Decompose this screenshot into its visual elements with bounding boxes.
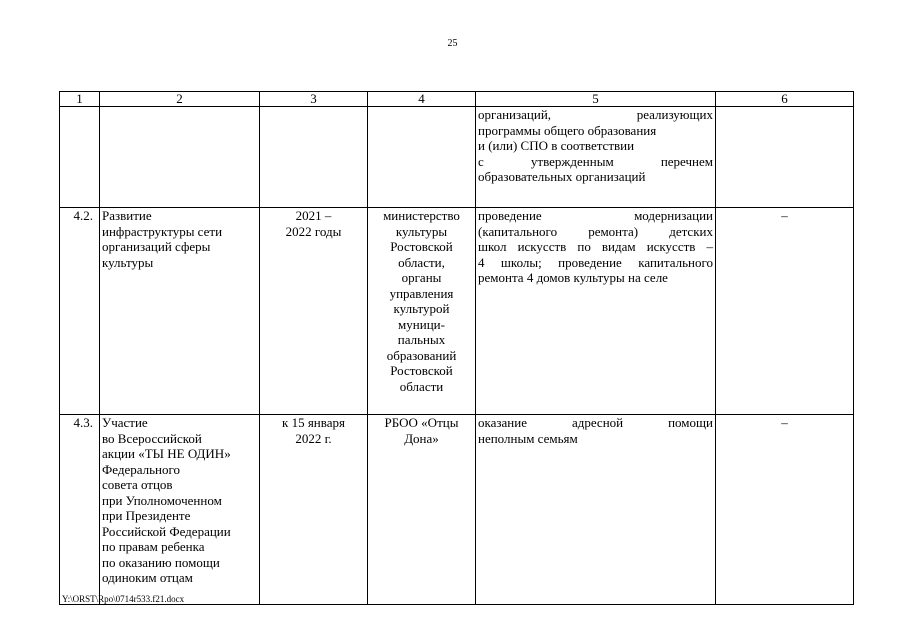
cell-word: школ [478,239,507,254]
cell-line: по оказанию помощи [102,554,220,570]
result-cell [476,107,716,208]
cell-word: проведение [558,254,622,270]
cell-line: совета отцов [102,477,173,492]
note-cell: – [716,208,854,415]
cell-line: во Всероссийской [102,430,202,446]
row-number [60,107,100,208]
cell-line: 2022 годы [285,223,342,239]
cell-line: культуры [395,223,448,239]
result-cell [476,415,716,605]
cell-word: по [577,239,591,254]
cell-line: образований [386,347,457,363]
cell-line: области, [398,254,445,270]
cell-line: к 15 января [282,415,345,430]
result-cell [476,208,716,415]
cell-line: 2022 г. [295,430,332,446]
cell-word: школы; [500,254,542,270]
cell-word: адресной [571,415,624,430]
cell-line [478,208,713,224]
cell-line: 2021 – [295,208,332,223]
cell-line [478,239,713,255]
cell-word: капитального [638,254,713,270]
table-row [60,208,854,415]
cell-word: с [478,153,484,169]
cell-word: перечнем [660,153,713,169]
measure-name-cell [100,415,260,605]
cell-line: Развитие [102,208,152,223]
cell-line: при Президенте [102,508,191,523]
note-cell [716,107,854,208]
cell-word: реализующих [636,107,713,122]
cell-line: органы [401,270,442,285]
cell-line: при Уполномоченном [102,492,222,508]
cell-line: министерство [383,208,460,223]
header-cell: 3 [260,92,368,107]
header-cell: 4 [368,92,476,107]
measure-name-cell [100,208,260,415]
cell-line: ремонта 4 домов культуры на селе [478,270,668,285]
cell-line: Федерального [102,461,181,477]
cell-line: области [399,378,444,394]
header-cell: 2 [100,92,260,107]
cell-line: Ростовской [390,239,453,254]
row-number: 4.2. [60,208,100,415]
cell-line [478,415,713,431]
cell-word: искусств [646,239,696,254]
cell-line: программы общего образования [478,122,657,138]
cell-word: модернизации [634,208,713,223]
cell-word: организаций, [478,107,552,122]
cell-line: образовательных организаций [478,169,646,184]
cell-word: помощи [668,415,713,430]
header-cell: 1 [60,92,100,107]
table-header-row [60,92,854,107]
cell-line: Дона» [404,430,439,446]
cell-line [478,154,713,170]
file-path-footer: Y:\ORST\Rpo\0714r533.f21.docx [62,594,185,604]
cell-line: организаций сферы [102,239,211,254]
executor-cell [368,107,476,208]
cell-line: одиноким отцам [102,570,193,585]
cell-line: культурой [393,301,450,316]
cell-line: и (или) СПО в соответствии [478,138,635,153]
cell-line: инфраструктуры сети [102,223,223,239]
cell-line: управления [389,285,454,301]
period-cell [260,107,368,208]
cell-line: культуры [102,254,154,270]
cell-line: пальных [397,332,446,347]
plan-table [59,91,854,605]
cell-line [478,224,713,240]
header-cell: 5 [476,92,716,107]
cell-line: Ростовской [390,363,453,378]
cell-line [478,255,713,271]
page-number: 25 [447,38,458,49]
measure-name-cell [100,107,260,208]
header-cell: 6 [716,92,854,107]
cell-line: неполным семьям [478,430,578,446]
cell-line: акции «ТЫ НЕ ОДИН» [102,446,231,461]
cell-word: утвержденным [530,153,614,169]
cell-word: проведение [478,208,542,223]
cell-word: – [706,239,713,254]
cell-line: по правам ребенка [102,539,205,554]
cell-line: муници- [398,316,445,332]
cell-word: 4 [478,254,485,270]
cell-word: искусств [517,239,567,254]
cell-word: (капитального [478,223,558,239]
cell-word: детских [669,223,713,239]
cell-line: Участие [102,415,148,430]
cell-word: видам [601,239,636,254]
cell-word: оказание [478,415,527,430]
executor-cell [368,208,476,415]
table-row [60,107,854,208]
table-row [60,415,854,605]
row-number: 4.3. [60,415,100,605]
period-cell [260,415,368,605]
period-cell [260,208,368,415]
cell-word: ремонта) [588,223,639,239]
note-cell: – [716,415,854,605]
cell-line [478,107,713,123]
cell-line: Российской Федерации [102,523,231,539]
executor-cell [368,415,476,605]
cell-line: РБОО «Отцы [384,415,459,430]
